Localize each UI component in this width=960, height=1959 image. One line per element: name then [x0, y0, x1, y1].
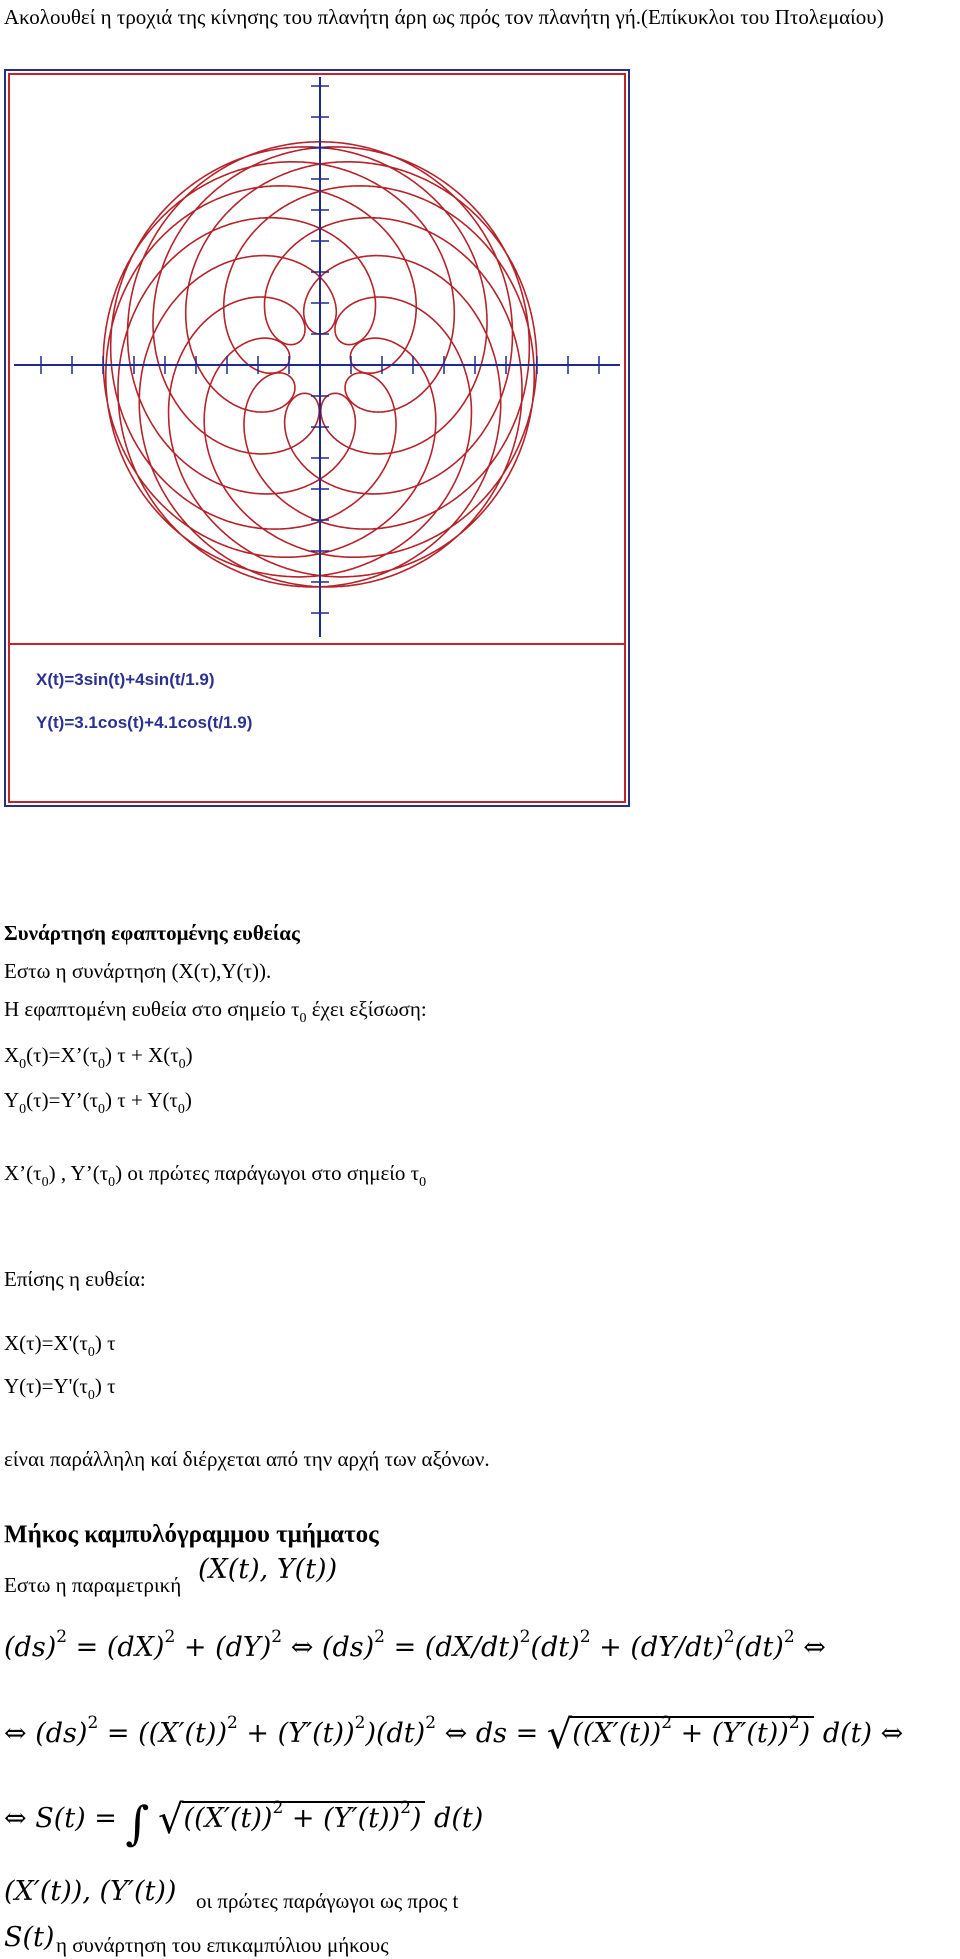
- param-text: Εστω η παραμετρική: [4, 1573, 182, 1597]
- intro-line: Ακολουθεί η τροχιά της κίνησης του πλανήτη άρη ως πρός τον πλανήτη γή.(Επίκυκλοι του Πτολεμαίου): [4, 5, 884, 29]
- derivs-math: (X′(t)), (Y′(t)): [4, 1876, 177, 1907]
- parallel-eq-y: $\Upsilon(\tau)=\Upsilon'(\tau_0)$ τ: [4, 1374, 116, 1403]
- func-text: η συνάρτηση του επικαμπύλιου μήκους: [56, 1933, 389, 1957]
- epicycle-figure: [4, 69, 630, 807]
- arc-eq-1: (ds)$^2$ = (dX)$^2$ + (dY)$^2$ ⇔ $(ds)^2 = (dX/dt)^2(dt)^2 + (dY/dt)^2(dt)^2$ ⇔: [4, 1627, 826, 1663]
- tangent-eq-x: $X_0(\tau)=X’(\tau_0) \tau + X(\tau_0)$: [4, 1043, 193, 1072]
- arc-eq-2: ⇔ $(ds)^2 = ((X'(t))^2 + (Y'(t))^2)(dt)^2$ ⇔ ds = $√((X'(t))^2 + (Y'(t))^2)$ d(t) ⇔: [4, 1712, 904, 1758]
- also-line: Επίσης η ευθεία:: [4, 1267, 146, 1291]
- formula-x: X(t)=3sin(t)+4sin(t/1.9): [36, 670, 215, 689]
- tangent-eq-y: $\Upsilon_0(\tau)=\Upsilon’(\tau_0) \tau + \Upsilon(\tau_0)$: [4, 1088, 192, 1117]
- epicycle-plot: [10, 75, 624, 641]
- tangent-derivatives: $X’(\tau_0)$ , $\Upsilon’(\tau_0)$ οι πρώτες παράγωγοι στο σημείο $\tau_0$: [4, 1161, 427, 1190]
- derivs-text: οι πρώτες παράγωγοι ως προς t: [196, 1889, 459, 1913]
- tangent-line2: Η εφαπτομένη ευθεία στο σημείο $\tau_0$ έχει εξίσωση:: [4, 997, 427, 1026]
- func-math: S(t): [4, 1922, 55, 1953]
- parallel-conclusion: είναι παράλληλη καί διέρχεται από την αρχή των αξόνων.: [4, 1447, 490, 1471]
- tangent-line1: Εστω η συνάρτηση (Χ(τ),Υ(τ)).: [4, 959, 272, 983]
- plot-area: [10, 75, 624, 645]
- param-math: (X(t), Y(t)): [198, 1554, 338, 1585]
- formula-y: Y(t)=3.1cos(t)+4.1cos(t/1.9): [36, 713, 253, 732]
- arc-eq-3: ⇔ S(t) = ∫ $√((X'(t))^2 + (Y'(t))^2)$ d(t): [4, 1796, 484, 1850]
- tangent-heading: Συνάρτηση εφαπτομένης ευθείας: [4, 921, 300, 945]
- arc-heading: Μήκος καμπυλόγραμμου τμήματος: [4, 1521, 379, 1548]
- parallel-eq-x: $X(\tau)=X'(\tau_0)$ τ: [4, 1331, 116, 1360]
- figure-frame: [8, 73, 626, 803]
